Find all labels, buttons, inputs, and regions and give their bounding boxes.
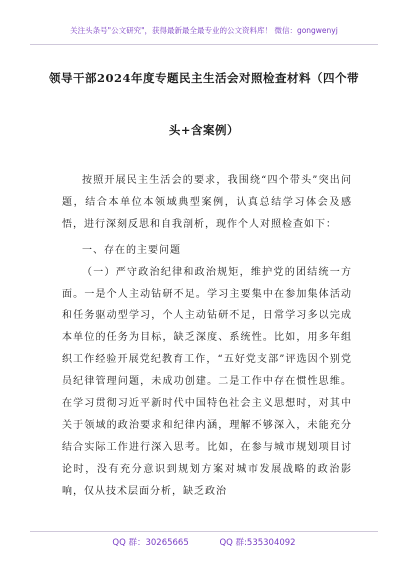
footer-divider <box>30 531 378 532</box>
document-body <box>62 170 352 503</box>
header-divider <box>30 44 378 45</box>
section-heading: 一、存在的主要问题 <box>82 244 181 256</box>
footer <box>30 536 378 548</box>
intro-paragraph: 按照开展民主生活会的要求，我围绕“四个带头”突出问题，结合本单位本领域典型案例，认真总结学习体会及感悟，进行深刻反思和自我剖析，现作个人对照检查如下： <box>62 175 352 230</box>
footer-qq-group-2: QQ 群:535304092 <box>219 538 296 548</box>
header-banner: 关注头条号"公文研究"，获得最新最全最专业的公文资料库！ 微信：gongwenyj <box>70 26 338 35</box>
body-paragraph: （一）严守政治纪律和政治规矩，维护党的团结统一方面。一是个人主动钻研不足。学习主要集中在参加集体活动和任务驱动型学习，个人主动钻研不足，日常学习多以完成本单位的任务为目标，缺乏深度、系统性。比如，用多年组织工作经验开展党纪教育工作，“五好党支部”评选因个别党员纪律管理问题，未成功创建。二是工作中存在惯性思维。在学习贯彻习近平新时代中国特色社会主义思想时，对其中关于领域的政治要求和纪律内涵，理解不够深入，未能充分结合实际工作进行深入思考。比如，在参与城市规划项目讨论时，没有充分意识到规划方案对城市发展战略的政治影响，仅从技术层面分析，缺乏政治 <box>62 266 352 497</box>
document-title-line-1: 领导干部2024年度专题民主生活会对照检查材料（四个带 <box>48 71 359 85</box>
document-title-line-2: 头+含案例） <box>168 123 240 137</box>
footer-qq-group-1: QQ 群：30265665 <box>112 538 189 548</box>
